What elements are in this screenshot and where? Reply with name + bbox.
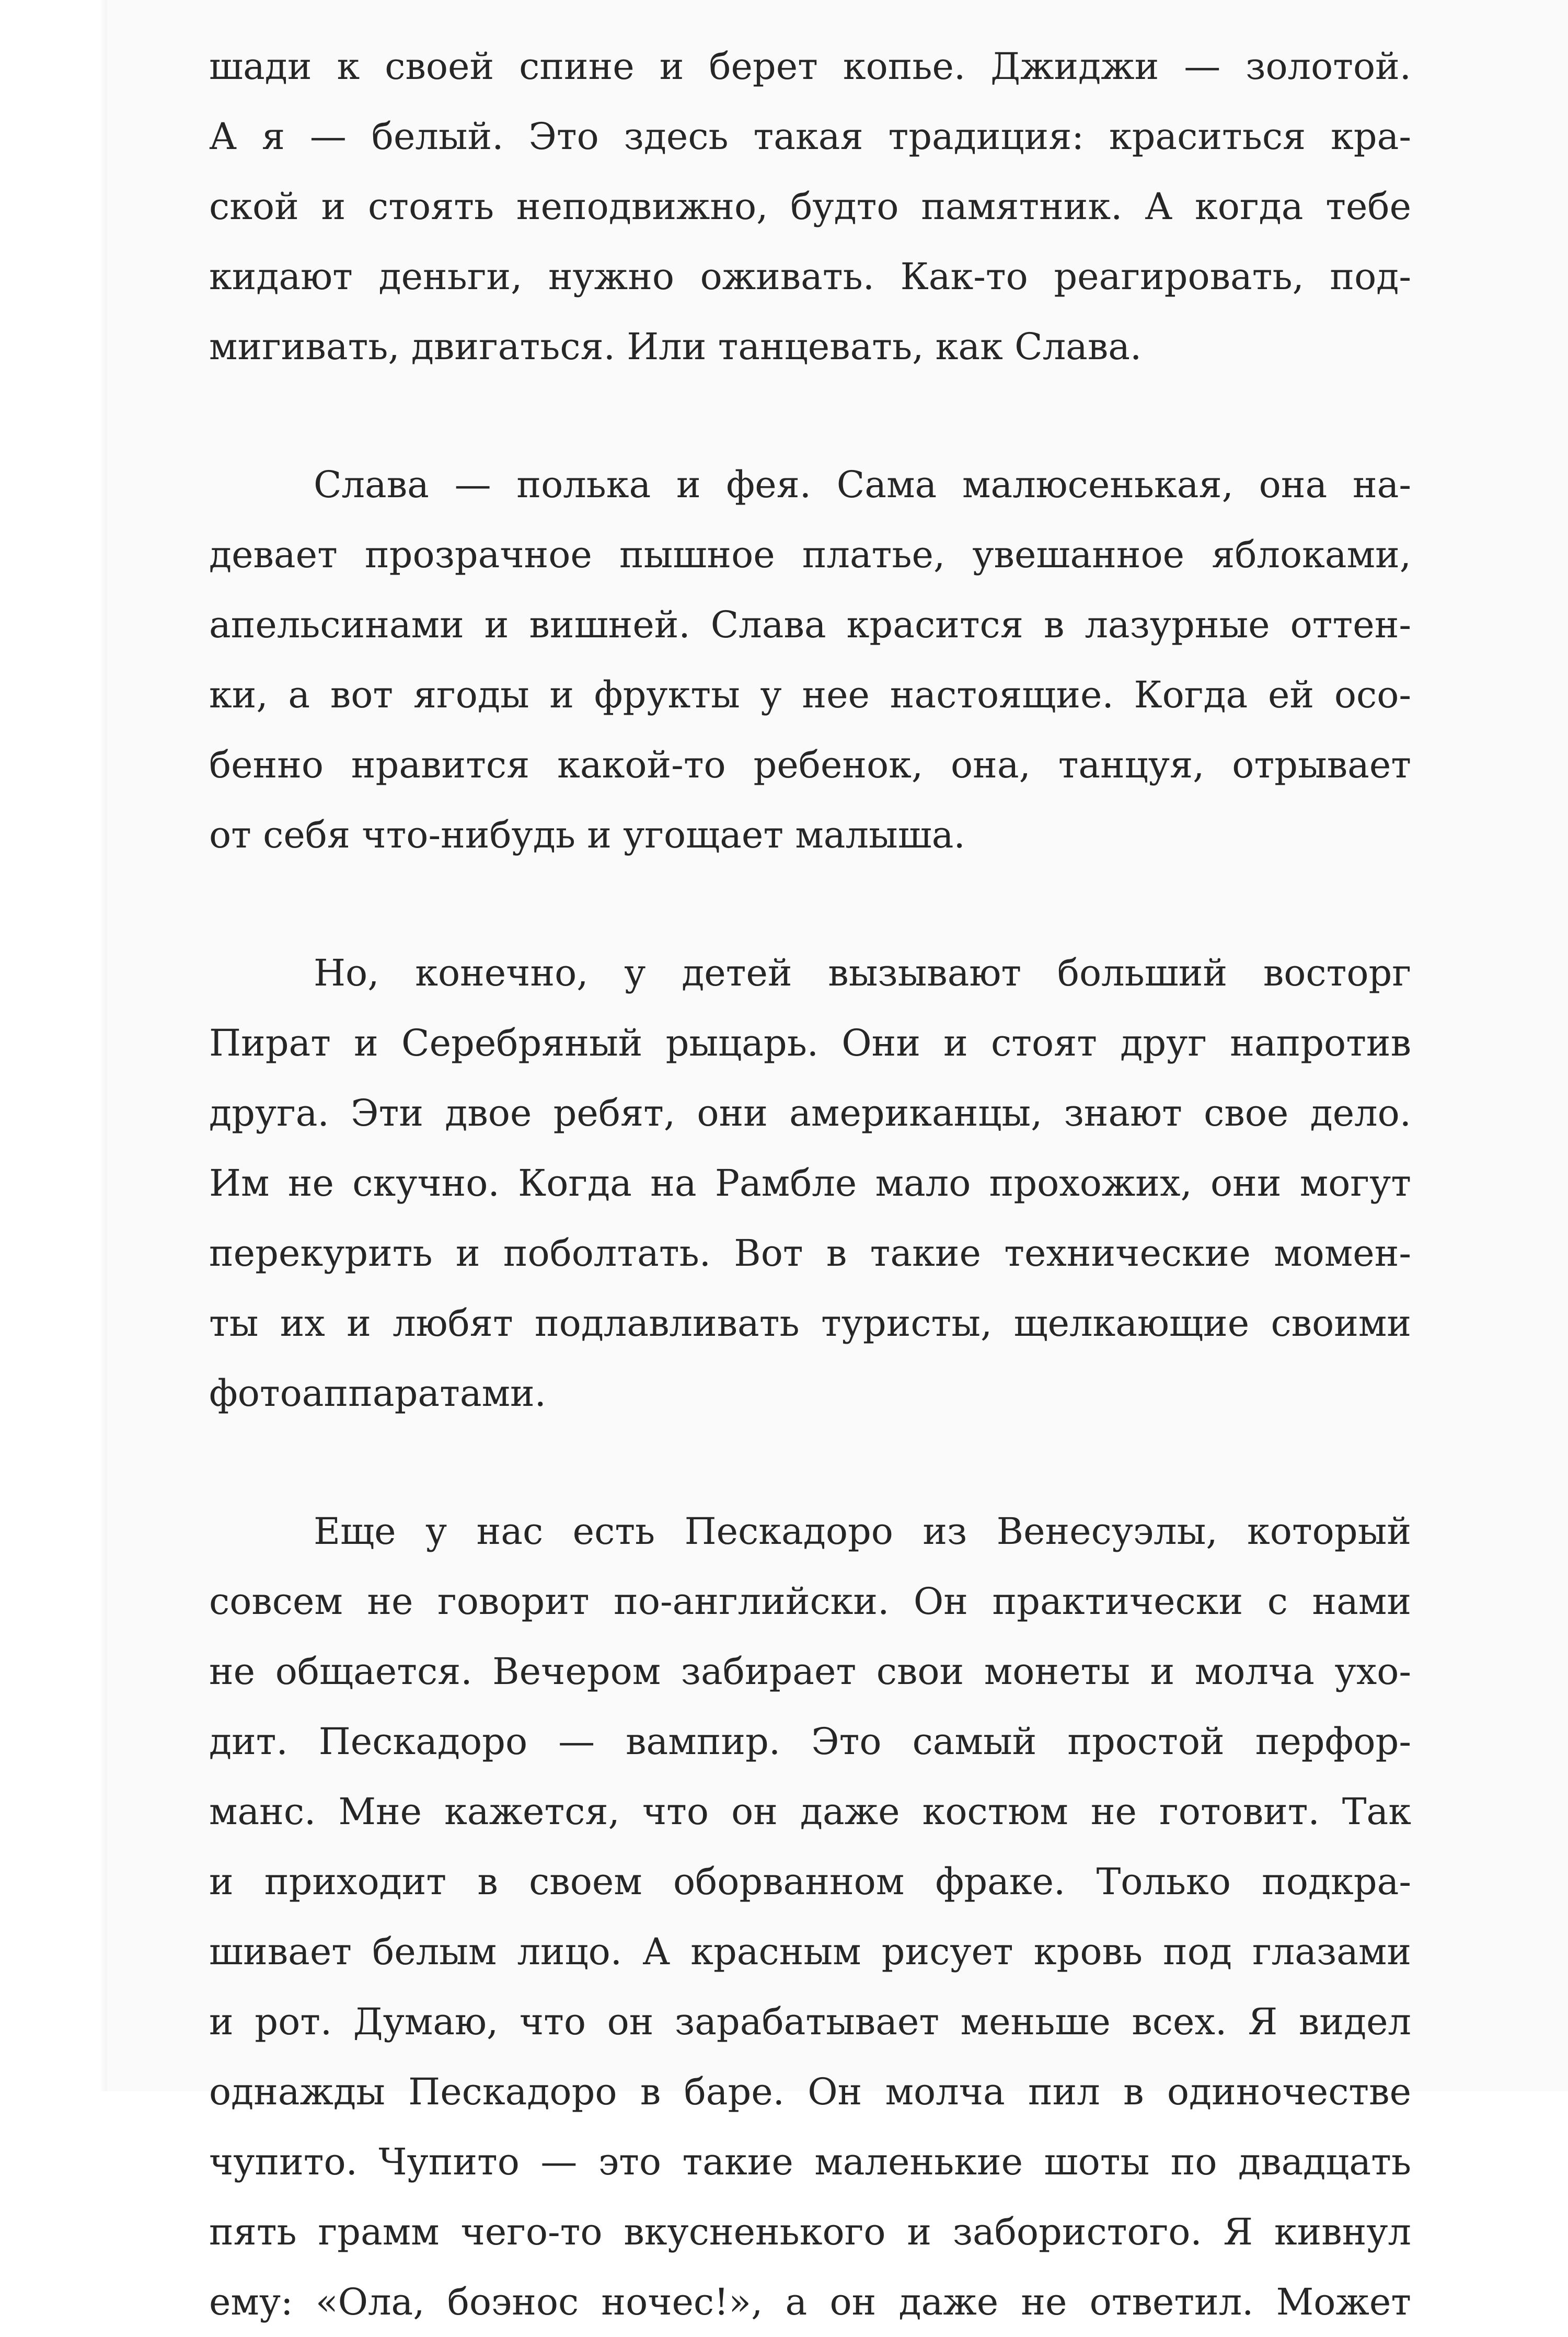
text-line: ему: «Ола, боэнос ночес!», а он даже не ответил. Может bbox=[209, 2281, 1411, 2323]
text-line: А я — белый. Это здесь такая традиция: краситься кра- bbox=[209, 115, 1411, 158]
text-line: бенно нравится какой-то ребенок, она, танцуя, отрывает bbox=[209, 743, 1411, 786]
text-line: от себя что-нибудь и угощает малыша. bbox=[209, 814, 965, 856]
text-line: чупито. Чупито — это такие маленькие шоты по двадцать bbox=[209, 2140, 1411, 2183]
text-line: ской и стоять неподвижно, будто памятник. А когда тебе bbox=[209, 185, 1411, 228]
page-text bbox=[209, 31, 1411, 2337]
text-line: Слава — полька и фея. Сама малюсенькая, она на- bbox=[314, 463, 1411, 506]
paragraph-2 bbox=[209, 450, 1411, 870]
text-line: однажды Пескадоро в баре. Он молча пил в одиночестве bbox=[209, 2070, 1411, 2113]
text-line: пять грамм чего-то вкусненького и забористого. Я кивнул bbox=[209, 2210, 1411, 2253]
text-line: кидают деньги, нужно оживать. Как-то реагировать, под- bbox=[209, 255, 1411, 298]
paragraph-gap bbox=[209, 1428, 1411, 1496]
paragraph-gap bbox=[209, 382, 1411, 450]
text-line: не общается. Вечером забирает свои монеты и молча ухо- bbox=[209, 1650, 1411, 1693]
text-line: Но, конечно, у детей вызывают больший восторг bbox=[314, 952, 1411, 994]
text-line: шади к своей спине и берет копье. Джиджи — золотой. bbox=[209, 45, 1411, 88]
text-line: девает прозрачное пышное платье, увешанное яблоками, bbox=[209, 533, 1411, 576]
text-line: и рот. Думаю, что он зарабатывает меньше всех. Я видел bbox=[209, 2000, 1411, 2043]
text-line: Им не скучно. Когда на Рамбле мало прохожих, они могут bbox=[209, 1162, 1411, 1205]
text-line: ты их и любят подлавливать туристы, щелкающие своими bbox=[209, 1302, 1411, 1345]
paragraph-3 bbox=[209, 938, 1411, 1428]
text-line: совсем не говорит по-английски. Он практически с нами bbox=[209, 1580, 1411, 1623]
text-line: манс. Мне кажется, что он даже костюм не готовит. Так bbox=[209, 1790, 1411, 1833]
text-line: Пират и Серебряный рыцарь. Они и стоят друг напротив bbox=[209, 1022, 1411, 1064]
text-line: шивает белым лицо. А красным рисует кровь под глазами bbox=[209, 1930, 1411, 1973]
text-line: Еще у нас есть Пескадоро из Венесуэлы, который bbox=[314, 1510, 1411, 1553]
text-line: апельсинами и вишней. Слава красится в лазурные оттен- bbox=[209, 603, 1411, 646]
text-line: и приходит в своем оборванном фраке. Только подкра- bbox=[209, 1860, 1411, 1903]
text-line: друга. Эти двое ребят, они американцы, знают свое дело. bbox=[209, 1092, 1411, 1135]
text-line: перекурить и поболтать. Вот в такие технические момен- bbox=[209, 1232, 1411, 1275]
text-line: ки, а вот ягоды и фрукты у нее настоящие. Когда ей осо- bbox=[209, 673, 1411, 716]
paragraph-gap bbox=[209, 870, 1411, 938]
text-line: фотоаппаратами. bbox=[209, 1372, 546, 1415]
paragraph-1 bbox=[209, 31, 1411, 382]
paragraph-4 bbox=[209, 1496, 1411, 2337]
text-line: дит. Пескадоро — вампир. Это самый простой перфор- bbox=[209, 1720, 1411, 1763]
text-line: мигивать, двигаться. Или танцевать, как Слава. bbox=[209, 325, 1142, 368]
